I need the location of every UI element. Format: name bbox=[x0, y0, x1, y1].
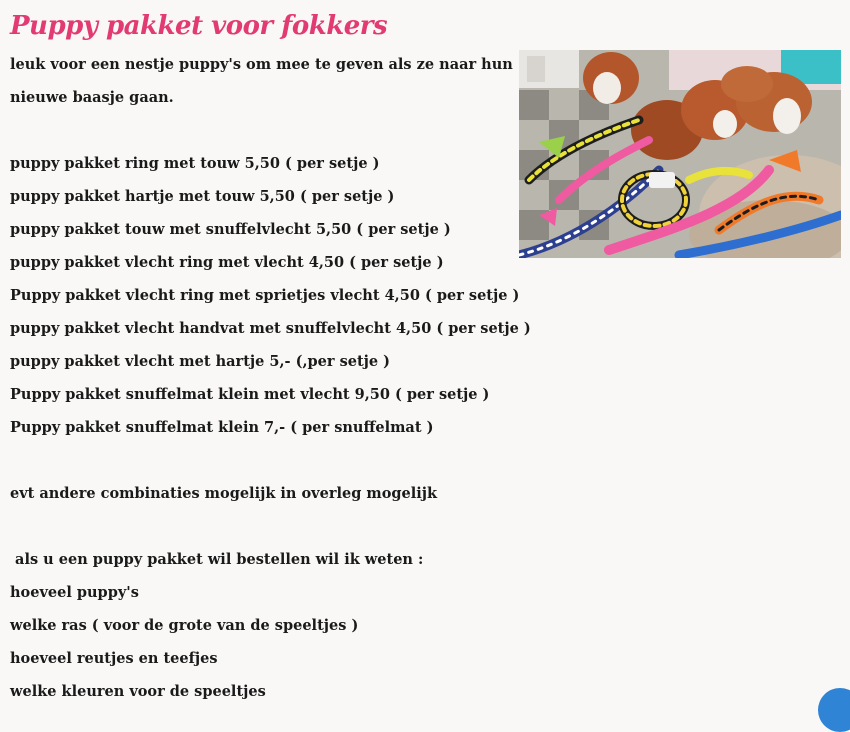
product-item: puppy pakket touw met snuffelvlecht 5,50 ( per setje ) bbox=[10, 221, 451, 238]
intro-line: leuk voor een nestje puppy's om mee te geven als ze naar hun bbox=[10, 56, 513, 73]
chat-bubble-icon[interactable] bbox=[818, 688, 850, 732]
spacer bbox=[10, 510, 510, 543]
product-photo bbox=[519, 50, 841, 258]
page-title: Puppy pakket voor fokkers bbox=[10, 11, 388, 41]
product-item: puppy pakket vlecht ring met vlecht 4,50 ( per setje ) bbox=[10, 254, 444, 271]
product-item: puppy pakket ring met touw 5,50 ( per setje ) bbox=[10, 155, 380, 172]
product-item: puppy pakket vlecht met hartje 5,- (,per setje ) bbox=[10, 353, 391, 370]
order-question: welke ras ( voor de grote van de speeltjes ) bbox=[10, 617, 359, 634]
product-item: Puppy pakket vlecht ring met sprietjes vlecht 4,50 ( per setje ) bbox=[10, 287, 520, 304]
order-question: hoeveel puppy's bbox=[10, 584, 139, 601]
spacer bbox=[10, 114, 510, 147]
product-item: Puppy pakket snuffelmat klein 7,- ( per snuffelmat ) bbox=[10, 419, 434, 436]
product-item: puppy pakket hartje met touw 5,50 ( per setje ) bbox=[10, 188, 395, 205]
intro-line: nieuwe baasje gaan. bbox=[10, 89, 174, 106]
spacer bbox=[10, 444, 510, 477]
order-intro: als u een puppy pakket wil bestellen wil ik weten : bbox=[10, 551, 424, 568]
product-item: Puppy pakket snuffelmat klein met vlecht 9,50 ( per setje ) bbox=[10, 386, 490, 403]
combination-note: evt andere combinaties mogelijk in overleg mogelijk bbox=[10, 485, 438, 502]
order-question: welke kleuren voor de speeltjes bbox=[10, 683, 266, 700]
product-item: puppy pakket vlecht handvat met snuffelvlecht 4,50 ( per setje ) bbox=[10, 320, 531, 337]
page-content bbox=[10, 48, 531, 708]
order-question: hoeveel reutjes en teefjes bbox=[10, 650, 218, 667]
